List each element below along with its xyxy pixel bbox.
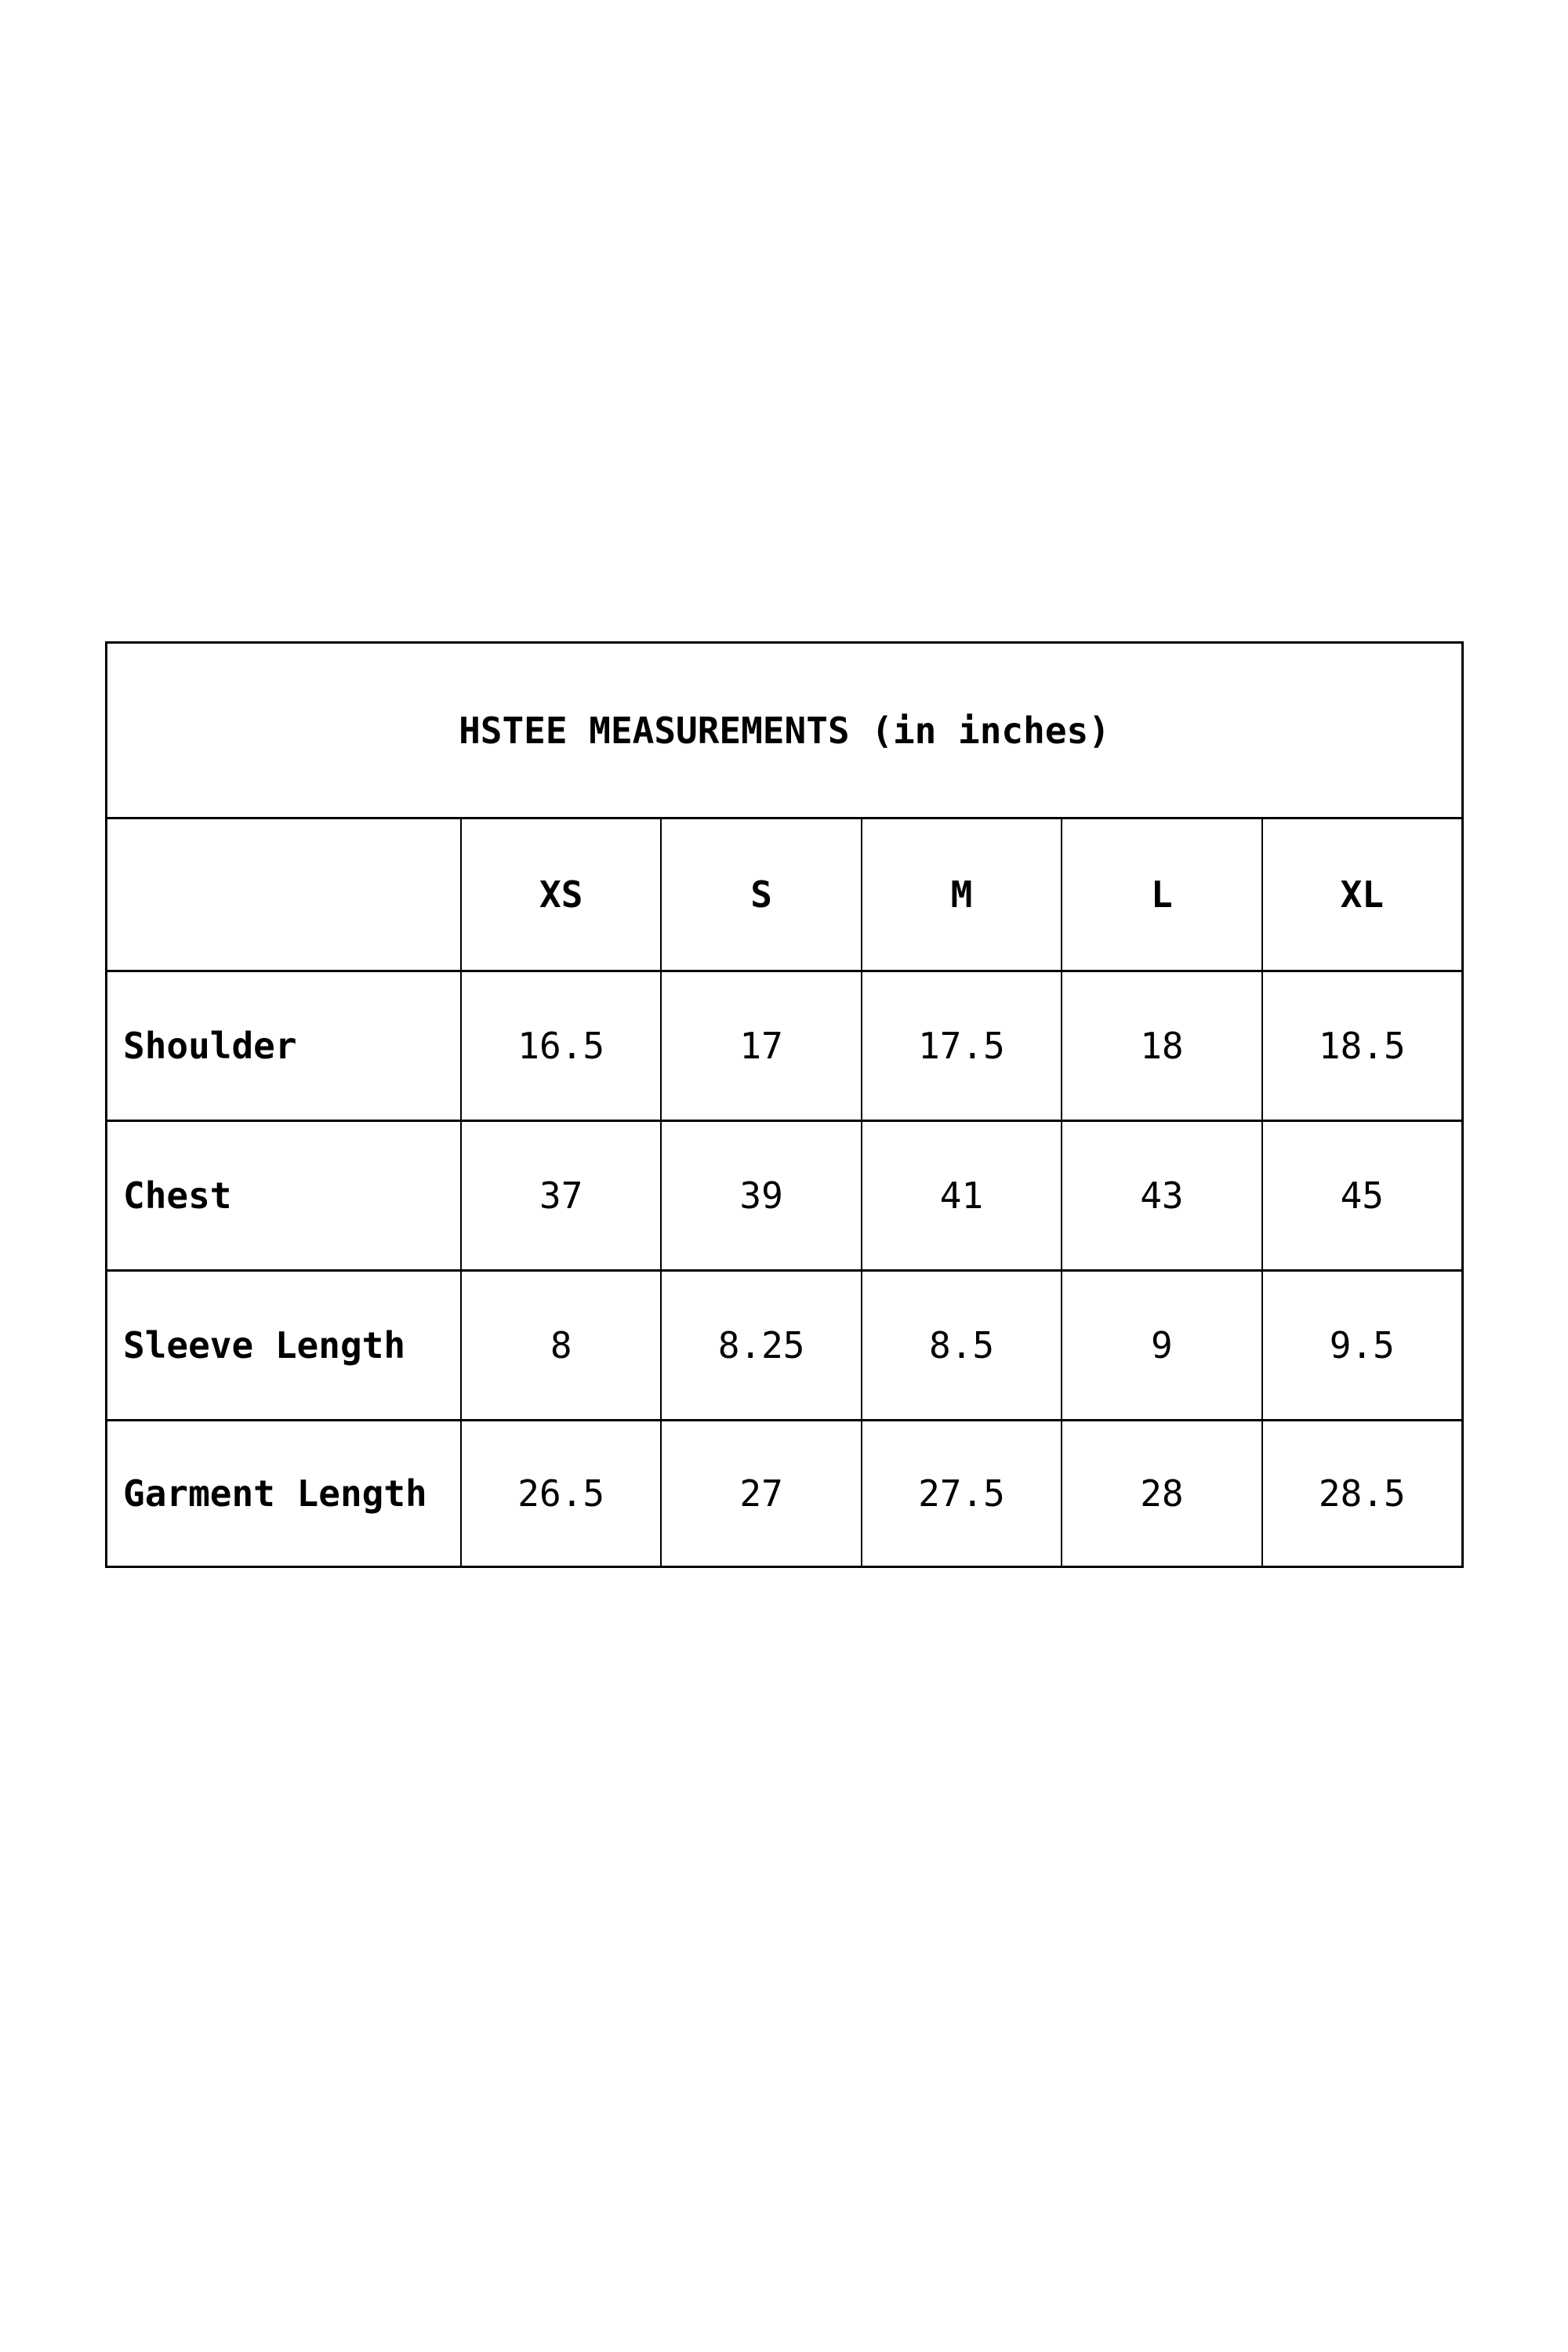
table-row-garment-length [107,1419,1461,1566]
value-cell: 27.5 [861,1421,1061,1566]
value-cell: 18 [1061,972,1261,1120]
value-cell: 9.5 [1261,1272,1461,1419]
row-label: Garment Length [123,1472,427,1515]
value-cell: 27 [660,1421,860,1566]
value-cell: 41 [861,1122,1061,1269]
value-cell: 28.5 [1261,1421,1461,1566]
value-cell: 9 [1061,1272,1261,1419]
value-cell: 26.5 [460,1421,660,1566]
table-row-sleeve-length [107,1269,1461,1419]
header-cell-s: S [660,819,860,970]
header-cell-m: M [861,819,1061,970]
row-label: Shoulder [123,1025,297,1067]
value-cell: 39 [660,1122,860,1269]
value-cell: 8.5 [861,1272,1061,1419]
value-cell: 37 [460,1122,660,1269]
value-cell: 8 [460,1272,660,1419]
header-cell-xl: XL [1261,819,1461,970]
header-cell-l: L [1061,819,1261,970]
value-cell: 28 [1061,1421,1261,1566]
table-header-row [107,817,1461,970]
row-label: Chest [123,1174,232,1217]
value-cell: 16.5 [460,972,660,1120]
row-label: Sleeve Length [123,1324,406,1367]
value-cell: 18.5 [1261,972,1461,1120]
table-row-chest [107,1120,1461,1269]
value-cell: 43 [1061,1122,1261,1269]
value-cell: 45 [1261,1122,1461,1269]
table-title: HSTEE MEASUREMENTS (in inches) [459,709,1110,752]
value-cell: 8.25 [660,1272,860,1419]
table-title-row [107,644,1461,817]
header-cell-xs: XS [460,819,660,970]
value-cell: 17.5 [861,972,1061,1120]
measurements-table [105,641,1464,1568]
header-empty-cell [107,819,460,970]
table-row-shoulder [107,970,1461,1120]
value-cell: 17 [660,972,860,1120]
